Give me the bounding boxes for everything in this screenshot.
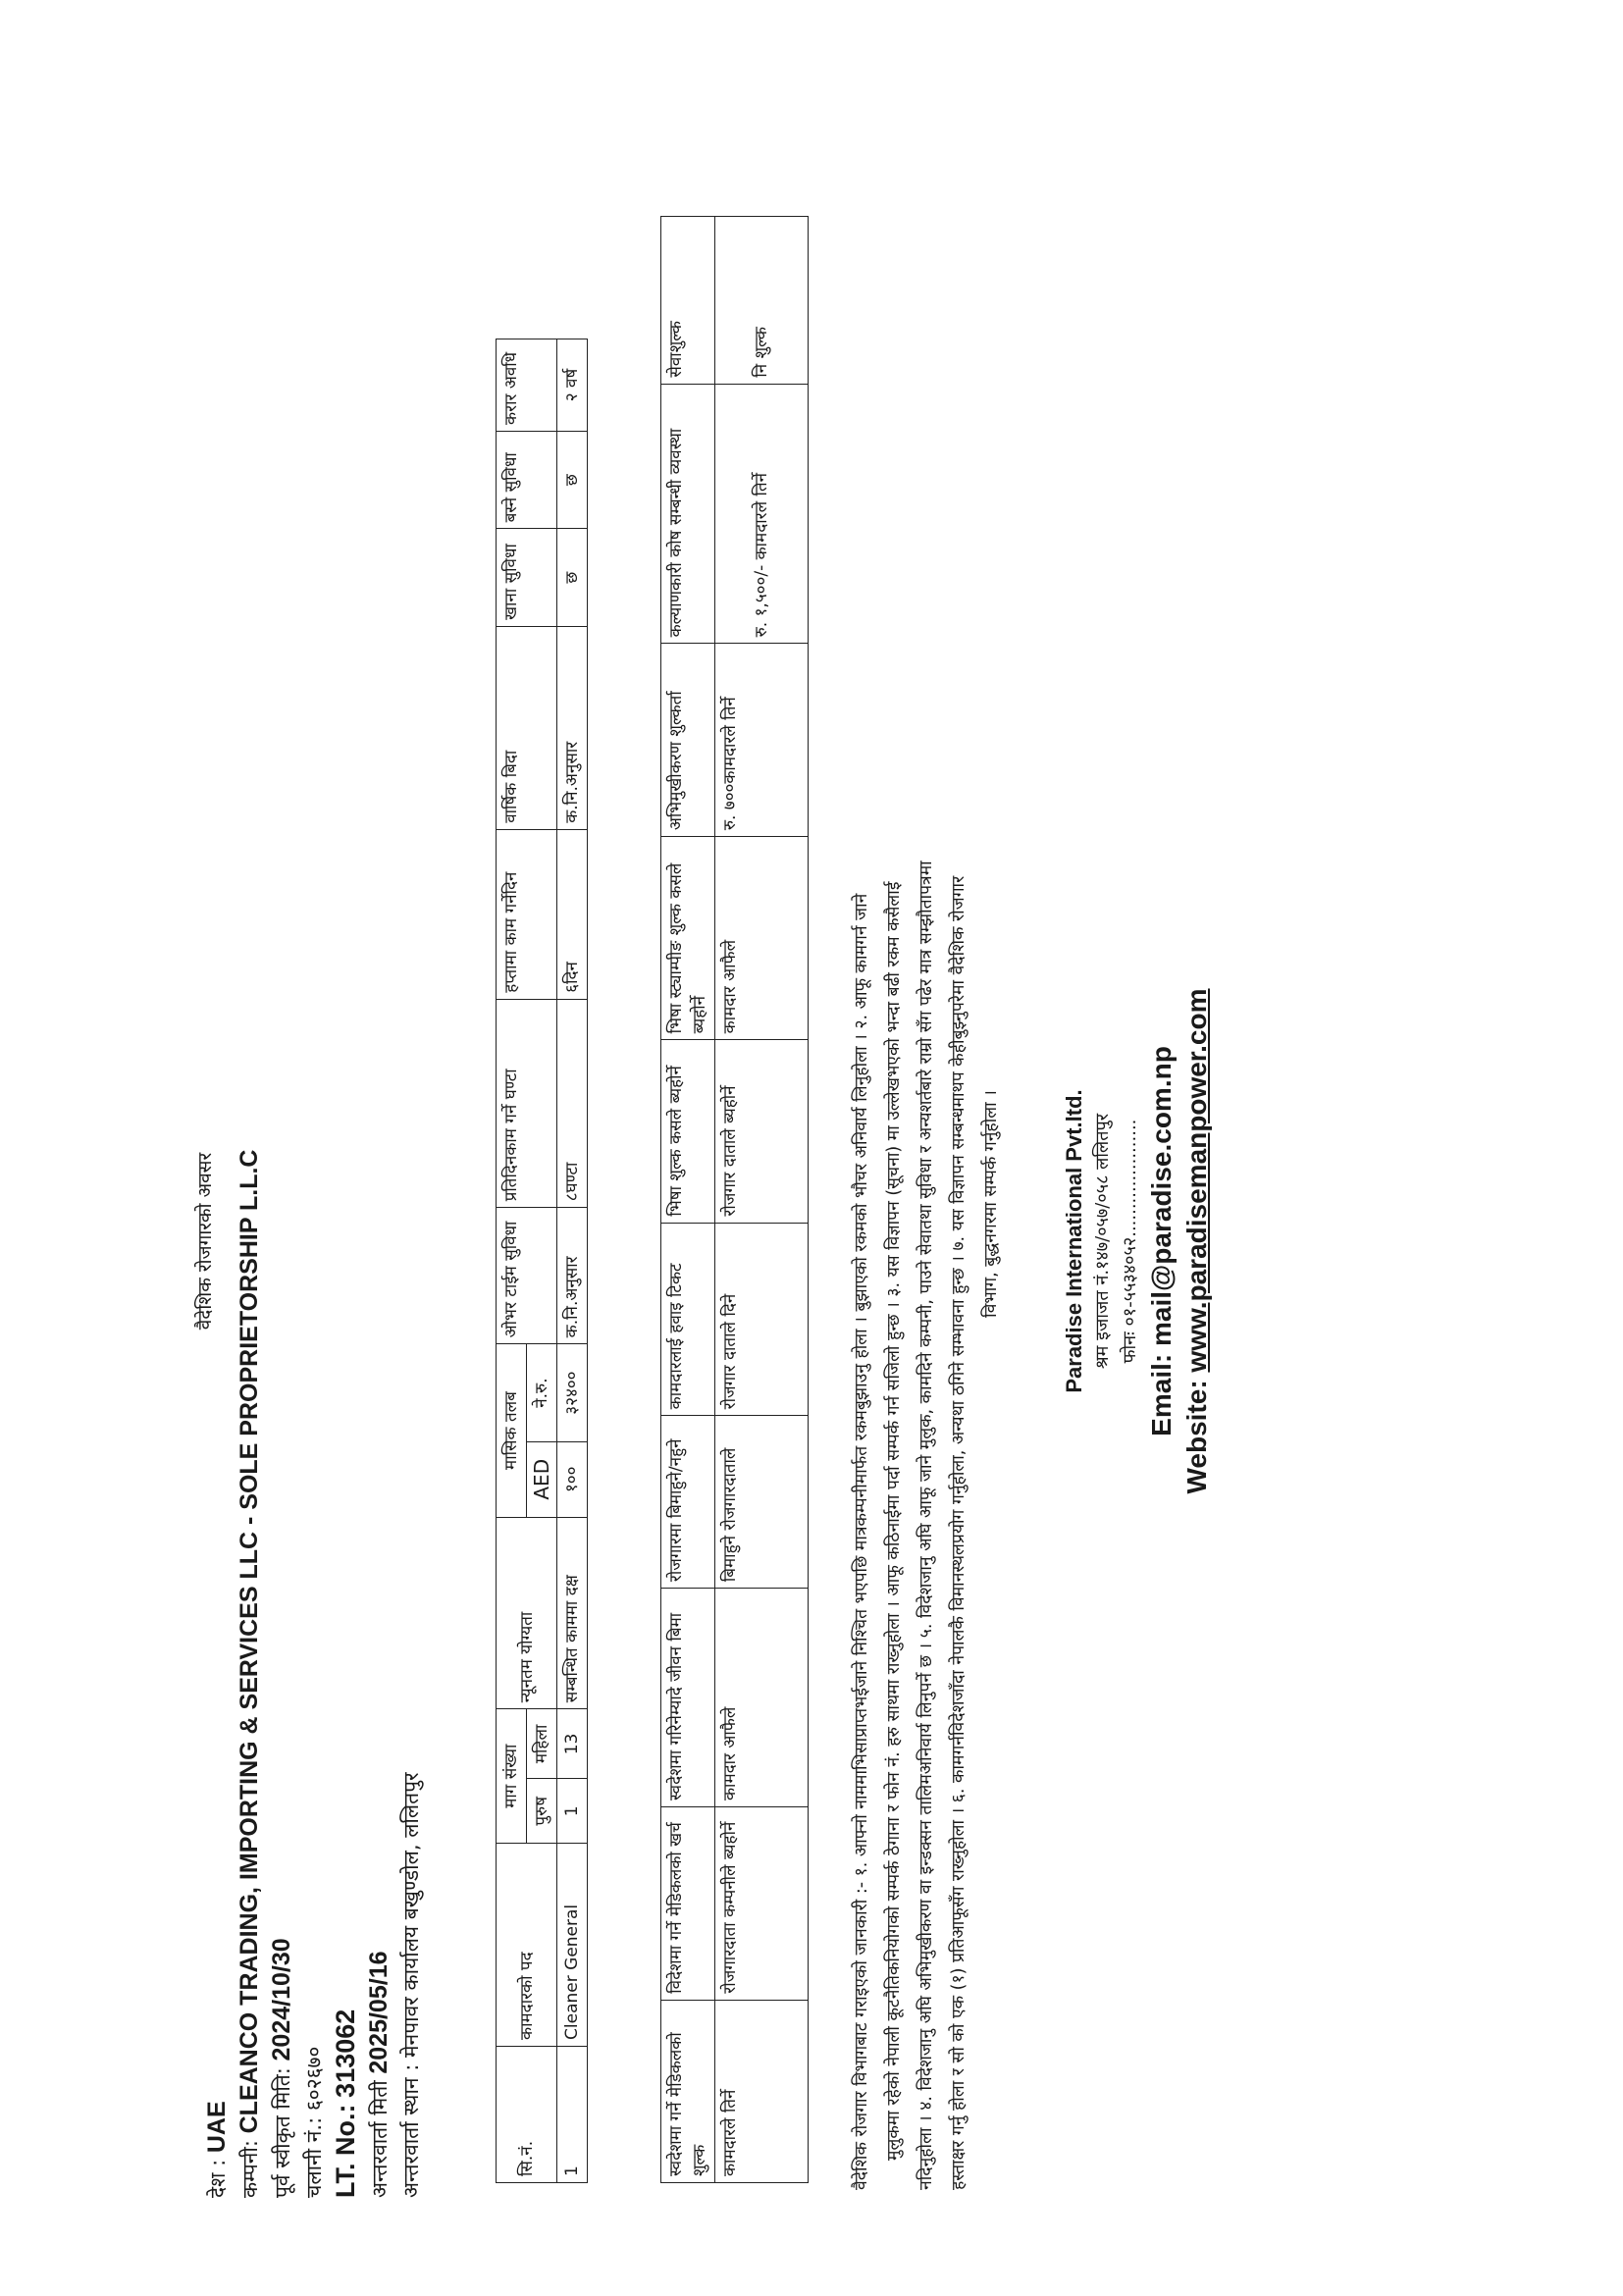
fee-header-foreign-medical: विदेशमा गर्ने मेडिकलको खर्च [661, 1807, 715, 2001]
notice-line: हस्ताक्षर गर्नु होला र सो को एक (१) प्रतिआफूसँग राख्नुहोला । ६. कामगर्नविदेशजाँदा नेपालकै विमानस्थलप्रयोग गर्नुहोला, अन्यथा ठगिने सम्भावना हुन्छ । ७. यस विज्ञापन सम्बन्धमाथप केहीबुझ्नुपरेमा वैदेशिक रोजगार [949, 875, 969, 2190]
agency-phone: फोनः ०१-५५३४०५२..................... [1120, 1119, 1140, 1364]
cell-aed: १०० [557, 1441, 588, 1517]
cell-npr: ३२४०० [557, 1344, 588, 1441]
header-overtime: ओभर टाईम सुविधा [497, 1208, 557, 1344]
notice-line: विभाग, बुद्धनगरमा सम्पर्क गर्नुहोला । [981, 1090, 1001, 1318]
agency-name: Paradise International Pvt.ltd. [1062, 1089, 1086, 1393]
dispatch-line [298, 1150, 330, 2198]
header-salary: मासिक तलब [497, 1344, 527, 1517]
job-details-table [496, 339, 588, 2183]
company-line [234, 1150, 266, 2198]
cell-food: छ [557, 529, 588, 626]
country-line [201, 1150, 234, 2198]
notice-line: नदिनुहोला । ४. विदेशजानु अघि अभिमुखीकरण वा इन्डक्सन तालिमअनिवार्य लिनुपर्ने छ । ५. विदेशजानु अघि आफू जाने मुलुक, कामदिने कम्पनी, पाउने सेवातथा सुविधा र अन्यशर्तबारे राम्रो सँग पढेर मात्र सम्झौतापत्रमा [916, 861, 936, 2190]
header-aed: AED [527, 1441, 557, 1517]
fee-air-ticket: रोजगार दाताले दिने [715, 1223, 809, 1416]
header-sn: सि.नं. [497, 2046, 557, 2182]
fee-header-local-medical: स्वदेशमा गर्ने मेडिकलको शुल्क [661, 2000, 715, 2182]
header-food: खाना सुविधा [497, 529, 557, 626]
fee-orientation: रु. ७००कामदारले तिर्ने [715, 644, 809, 837]
cell-contract: २ वर्ष [557, 339, 588, 432]
website-label: Website: [1181, 1372, 1212, 1494]
fee-welfare-fund: रु. १,५००/- कामदारले तिर्ने [715, 384, 809, 644]
cell-position: Cleaner General [557, 1844, 588, 2047]
company-label: कम्पनी: [238, 2140, 262, 2198]
header-female: महिला [527, 1709, 557, 1779]
header-accommodation: बस्ने सुविधा [497, 431, 557, 528]
cell-overtime: क.नि.अनुसार [557, 1208, 588, 1344]
header-daily-hours: प्रतिदिनकाम गर्ने घण्टा [497, 999, 557, 1208]
header-qualification: न्यूनतम योग्यता [497, 1517, 557, 1709]
lt-no: 313062 [331, 2009, 360, 2098]
pre-approval-line [266, 1150, 298, 2198]
fee-header-visa-fee: भिषा शुल्क कसले ब्यहोर्ने [661, 1040, 715, 1223]
header-demand: माग संख्या [497, 1709, 527, 1844]
dispatch-no: ६०२६७० [302, 2046, 326, 2112]
cell-daily-hours: ८घण्टा [557, 999, 588, 1208]
table-header-row [497, 339, 527, 2183]
fee-header-air-ticket: कामदारलाई हवाइ टिकट [661, 1223, 715, 1416]
fee-local-medical: कामदारले तिर्ने [715, 2000, 809, 2182]
interview-date: 2025/05/16 [365, 1951, 393, 2074]
notice-line: वैदेशिक रोजगार विभागबाट गराइएको जानकारी :- १. आफ्नो नाममाभिसाप्राप्तभईजाने निश्चित भएपछि मात्रकम्पनीमार्फत रकमबुझाउनु होला । बुझाएको रकमको भौचर अनिवार्य लिनुहोला । २. आफू कामगर्न जाने [852, 893, 871, 2190]
header-insurance: वार्षिक बिदा [497, 626, 557, 829]
interview-place-line [395, 1150, 427, 2198]
interview-place-label: अन्तरवार्ता स्थान : [399, 2063, 423, 2198]
header-weekly-days: हप्तामा काम गर्नेदिन [497, 829, 557, 999]
fees-header-row [661, 217, 715, 2183]
fees-table [660, 216, 809, 2183]
interview-date-line [363, 1150, 395, 2198]
agency-email[interactable]: Email: mail@paradise.com.np [1146, 1046, 1177, 1436]
lt-line [330, 1150, 363, 2198]
page-heading: वैदेशिक रोजगारको अवसर [194, 1152, 216, 1331]
fee-foreign-medical: रोजगारदाता कम्पनीले ब्यहोर्ने [715, 1807, 809, 2001]
cell-accommodation: छ [557, 431, 588, 528]
agency-license: श्रम इजाजत नं.१४७/०५७/०५८ ललितपुर [1092, 1113, 1113, 1370]
fee-visa-stamping: कामदार आफैले [715, 837, 809, 1040]
website-link[interactable]: www.paradisemanpower.com [1181, 988, 1212, 1373]
fee-header-orientation: अभिमुखीकरण शुल्कर्ता [661, 644, 715, 837]
fee-header-life-insurance: स्वदेशमा गरिनेम्यादे जीवन बिमा [661, 1589, 715, 1807]
table-row [557, 339, 588, 2183]
cell-qualification: सम्बन्धित काममा दक्ष [557, 1517, 588, 1709]
pre-approval-date: 2024/10/30 [268, 1938, 295, 2061]
cell-sn: 1 [557, 2046, 588, 2182]
cell-female: 13 [557, 1709, 588, 1779]
dispatch-label: चलानी नं.: [302, 2116, 326, 2198]
header-contract: करार अवधि [497, 339, 557, 432]
job-header [201, 1150, 427, 2198]
fee-header-welfare-fund: कल्याणकारी कोष सम्बन्धी व्यवस्था [661, 384, 715, 644]
country-label: देश : [206, 2159, 230, 2198]
fee-service-charge: नि शुल्क [715, 217, 809, 385]
header-npr: ने.रु. [527, 1344, 557, 1441]
cell-insurance: क.नि.अनुसार [557, 626, 588, 829]
notice-line: मुलुकमा रहेको नेपाली कूटनैतिकनियोगको सम्पर्क ठेगाना र फोन नं. हरु साथमा राख्नुहोला । आफू कठिनाईमा पर्दा सम्पर्क गर्न सजिलो हुन्छ । ३. यस विज्ञापन (सूचना) मा उल्लेखभएको भन्दा बढी रकम कसैलाई [884, 881, 904, 2161]
cell-male: 1 [557, 1779, 588, 1844]
fee-header-visa-stamping: भिषा स्ट्याम्पीङ शुल्क कसले ब्यहोर्ने [661, 837, 715, 1040]
agency-contact [1060, 186, 1215, 2296]
fee-visa-fee: रोजगार दाताले ब्यहोर्ने [715, 1040, 809, 1223]
interview-date-label: अन्तरवार्ता मिती [368, 2080, 392, 2198]
lt-label: LT. No.: [331, 2104, 360, 2198]
fee-life-insurance: कामदार आफैले [715, 1589, 809, 1807]
country-value: UAE [203, 2101, 231, 2154]
agency-website-row [1179, 186, 1215, 2296]
cell-weekly-days: ६दिन [557, 829, 588, 999]
header-position: कामदारको पद [497, 1844, 557, 2047]
company-value: CLEANCO TRADING, IMPORTING & SERVICES LLC - SOLE PROPRIETORSHIP L.L.C [236, 1149, 263, 2134]
fee-header-service-charge: सेवाशुल्क [661, 217, 715, 385]
fee-header-employment-insurance: रोजगारमा बिमाहुने/नहुने [661, 1416, 715, 1589]
fee-employment-insurance: बिमाहुने रोजगारदाताले [715, 1416, 809, 1589]
interview-place: मेनपावर कार्यालय बखुण्डोल, ललितपुर [399, 1772, 423, 2059]
department-notice [846, 218, 1008, 2190]
pre-approval-label: पूर्व स्वीकृत मिति: [271, 2067, 294, 2198]
header-male: पुरुष [527, 1779, 557, 1844]
fees-row [715, 217, 809, 2183]
